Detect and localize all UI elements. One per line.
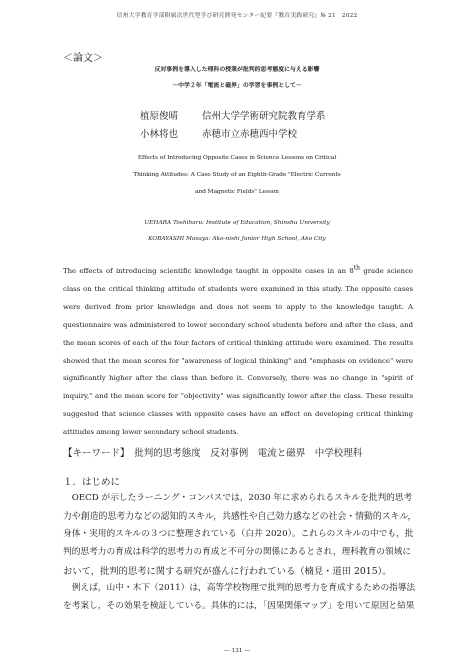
author-name: 小林将也 [140, 129, 179, 140]
body-line: おいて，批判的思考に関する研究が盛んに行われている（楠見・道田 2015）。 [63, 566, 392, 577]
abstract-text-start: The effects of introducing scientific knowledge taught in opposite cases in an 8 [63, 267, 354, 275]
english-title-line-3: and Magnetic Fields" Lesson [195, 189, 279, 195]
english-author-1: UEHARA Toshiharu: Institute of Education, Shinshu University [144, 220, 330, 226]
author-affiliation: 信州大学学術研究院教育学系 [202, 111, 326, 122]
abstract-text-rest: grade science class on the critical thinking attitude of students were examined in this study. The opposite cases were derived from prior knowledge and does not seem to apply to the knowledge taught. A questionnaire was administered to lower secondary school students before and after the class, and the mean scores of each of the four factors of critical thinking attitude were examined. The results showed that the mean scores for "awareness of logical thinking" and "emphasis on evidence" were significantly higher after the class than before it. Conversely, there was no change in "spirit of inquiry," and the mean score for "objectivity" was significantly lower after the class. These results suggested that science classes with opposite cases have an effect on developing critical thinking attitudes among lower secondary school students. [63, 267, 414, 437]
japanese-title: 反対事例を導入した理科の授業が批判的思考態度に与える影響 [154, 67, 320, 73]
japanese-author-1 [140, 108, 326, 122]
keywords: 【キーワード】 批判的思考態度 反対事例 電流と磁界 中学校理科 [63, 448, 363, 459]
body-line: 力や創造的思考力などの認知的スキル，共感性や自己効力感などの社会・情動的スキル， [63, 512, 417, 522]
japanese-subtitle: －中学２年「電流と磁界」の学習を事例として－ [172, 83, 302, 89]
running-header: 信州大学教育学部附属次世代型学び研究開発センター紀要『教育実践研究』№ 21 2022 [116, 13, 358, 19]
english-title-line-1: Effects of Introducing Opposite Cases in Science Lessons on Critical [137, 155, 337, 161]
body-line: を考案し，その効果を検証している。具体的には，「因果関係マップ」を用いて原因と結果 [63, 601, 415, 611]
page-number: — 131 — [223, 648, 251, 654]
body-line: 例えば，山中・木下（2011）は，高等学校物理で批判的思考力を育成するための指導法 [63, 583, 416, 593]
japanese-author-2 [140, 126, 298, 140]
body-line: OECD が示したラーニング・コンパスでは，2030 年に求められるスキルを批判的思考 [63, 493, 413, 503]
body-line: 判的思考力の育成は科学的思考力の育成と不可分の関係にあるとされ，理科教育の領域に [63, 547, 412, 557]
english-author-2: KOBAYASHI Masaya: Ako-nishi Junior High School, Ako City [148, 236, 326, 242]
author-affiliation: 赤穂市立赤穂西中学校 [202, 129, 298, 140]
author-name: 植原俊晴 [140, 111, 179, 122]
ordinal-suffix: th [353, 264, 361, 272]
body-line: 身体・実用的スキルの３つに整理されている（白井 2020）。これらのスキルの中でも，批 [63, 529, 414, 539]
section-heading: １．はじめに [63, 477, 121, 488]
english-title-line-2: Thinking Attitudes: A Case Study of an Eighth-Grade "Electric Currents [133, 172, 341, 178]
abstract [63, 263, 413, 442]
article-type-label: ＜論文＞ [63, 53, 103, 64]
